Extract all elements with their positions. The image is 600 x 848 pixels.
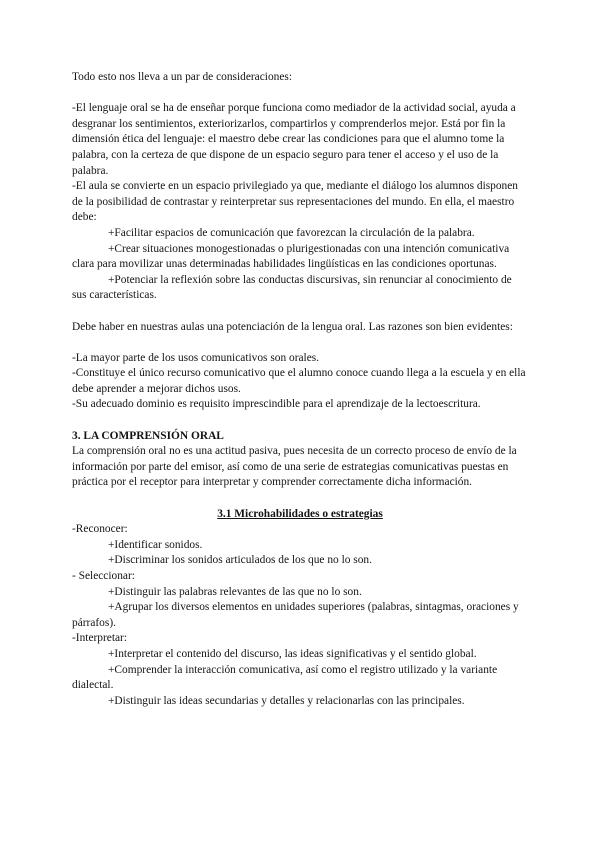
group-label-interpretar: -Interpretar: — [72, 632, 128, 645]
razon-item-1: -La mayor parte de los usos comunicativos son orales. — [72, 351, 320, 364]
group-item: +Agrupar los diversos elementos en unidades superiores (palabras, sintagmas, oraciones y párrafos). — [72, 601, 519, 629]
spacer — [72, 491, 528, 507]
spacer — [72, 413, 528, 429]
razon-item-2: -Constituye el único recurso comunicativo que el alumno conoce cuando llega a la escuela y en ella debe aprender a mejorar dichos usos. — [72, 367, 526, 395]
group-item: +Distinguir las ideas secundarias y detalles y relacionarlas con las principales. — [108, 694, 465, 707]
group-label-seleccionar: - Seleccionar: — [72, 570, 135, 582]
maestro-debe-item-3: +Potenciar la reflexión sobre las conductas discursivas, sin renunciar al conocimiento de sus características. — [72, 273, 512, 302]
group-item: +Discriminar los sonidos articulados de los que no lo son. — [108, 554, 372, 567]
consideracion-aula: -El aula se convierte en un espacio privilegiado ya que, mediante el diálogo los alumnos disponen de la posibilidad de contrastar y reinterpretar sus representaciones del mundo. En ella, el maestro debe: — [72, 180, 519, 224]
maestro-debe-item-1: +Facilitar espacios de comunicación que favorezcan la circulación de la palabra. — [108, 226, 475, 239]
group-item: +Identificar sonidos. — [108, 538, 203, 551]
spacer — [72, 86, 528, 102]
group-item: +Interpretar el contenido del discurso, las ideas significativas y el sentido global. — [108, 647, 477, 660]
document-page — [72, 70, 528, 709]
intro-paragraph: Todo esto nos lleva a un par de consideraciones: — [72, 71, 292, 83]
group-item: +Distinguir las palabras relevantes de las que no lo son. — [108, 585, 362, 598]
spacer — [72, 335, 528, 351]
maestro-debe-item-2: +Crear situaciones monogestionadas o plurigestionadas con una intención comunicativa clara para movilizar unas determinadas habilidades lingüísticas en las condiciones oportunas. — [72, 242, 510, 271]
section-heading: 3. LA COMPRENSIÓN ORAL — [72, 429, 224, 442]
subsection-heading: 3.1 Microhabilidades o estrategias — [217, 507, 383, 520]
consideracion-lenguaje-oral: -El lenguaje oral se ha de enseñar porque funciona como mediador de la actividad social, ayuda a desgranar los sentimientos, exteriorizarlos, compartirlos y comprenderlos mejor. Está por fin la dimensión ética del lenguaje: el maestro debe crear las condiciones para que el alumno tome la palabra, con la certeza de que dispone de un espacio seguro para tener el acceso y el uso de la palabra. — [72, 102, 516, 177]
group-label-reconocer: -Reconocer: — [72, 523, 128, 536]
spacer — [72, 304, 528, 320]
potenciacion-paragraph: Debe haber en nuestras aulas una potenciación de la lengua oral. Las razones son bien evidentes: — [72, 320, 513, 333]
section-paragraph: La comprensión oral no es una actitud pasiva, pues necesita de un correcto proceso de envío de la información por parte del emisor, así como de una serie de estrategias comunicativas puestas en práctica por el receptor para interpretar y comprender correctamente dicha información. — [72, 445, 517, 489]
razon-item-3: -Su adecuado dominio es requisito imprescindible para el aprendizaje de la lectoescritura. — [72, 398, 481, 411]
group-item: +Comprender la interacción comunicativa, así como el registro utilizado y la variante dialectal. — [72, 663, 498, 692]
